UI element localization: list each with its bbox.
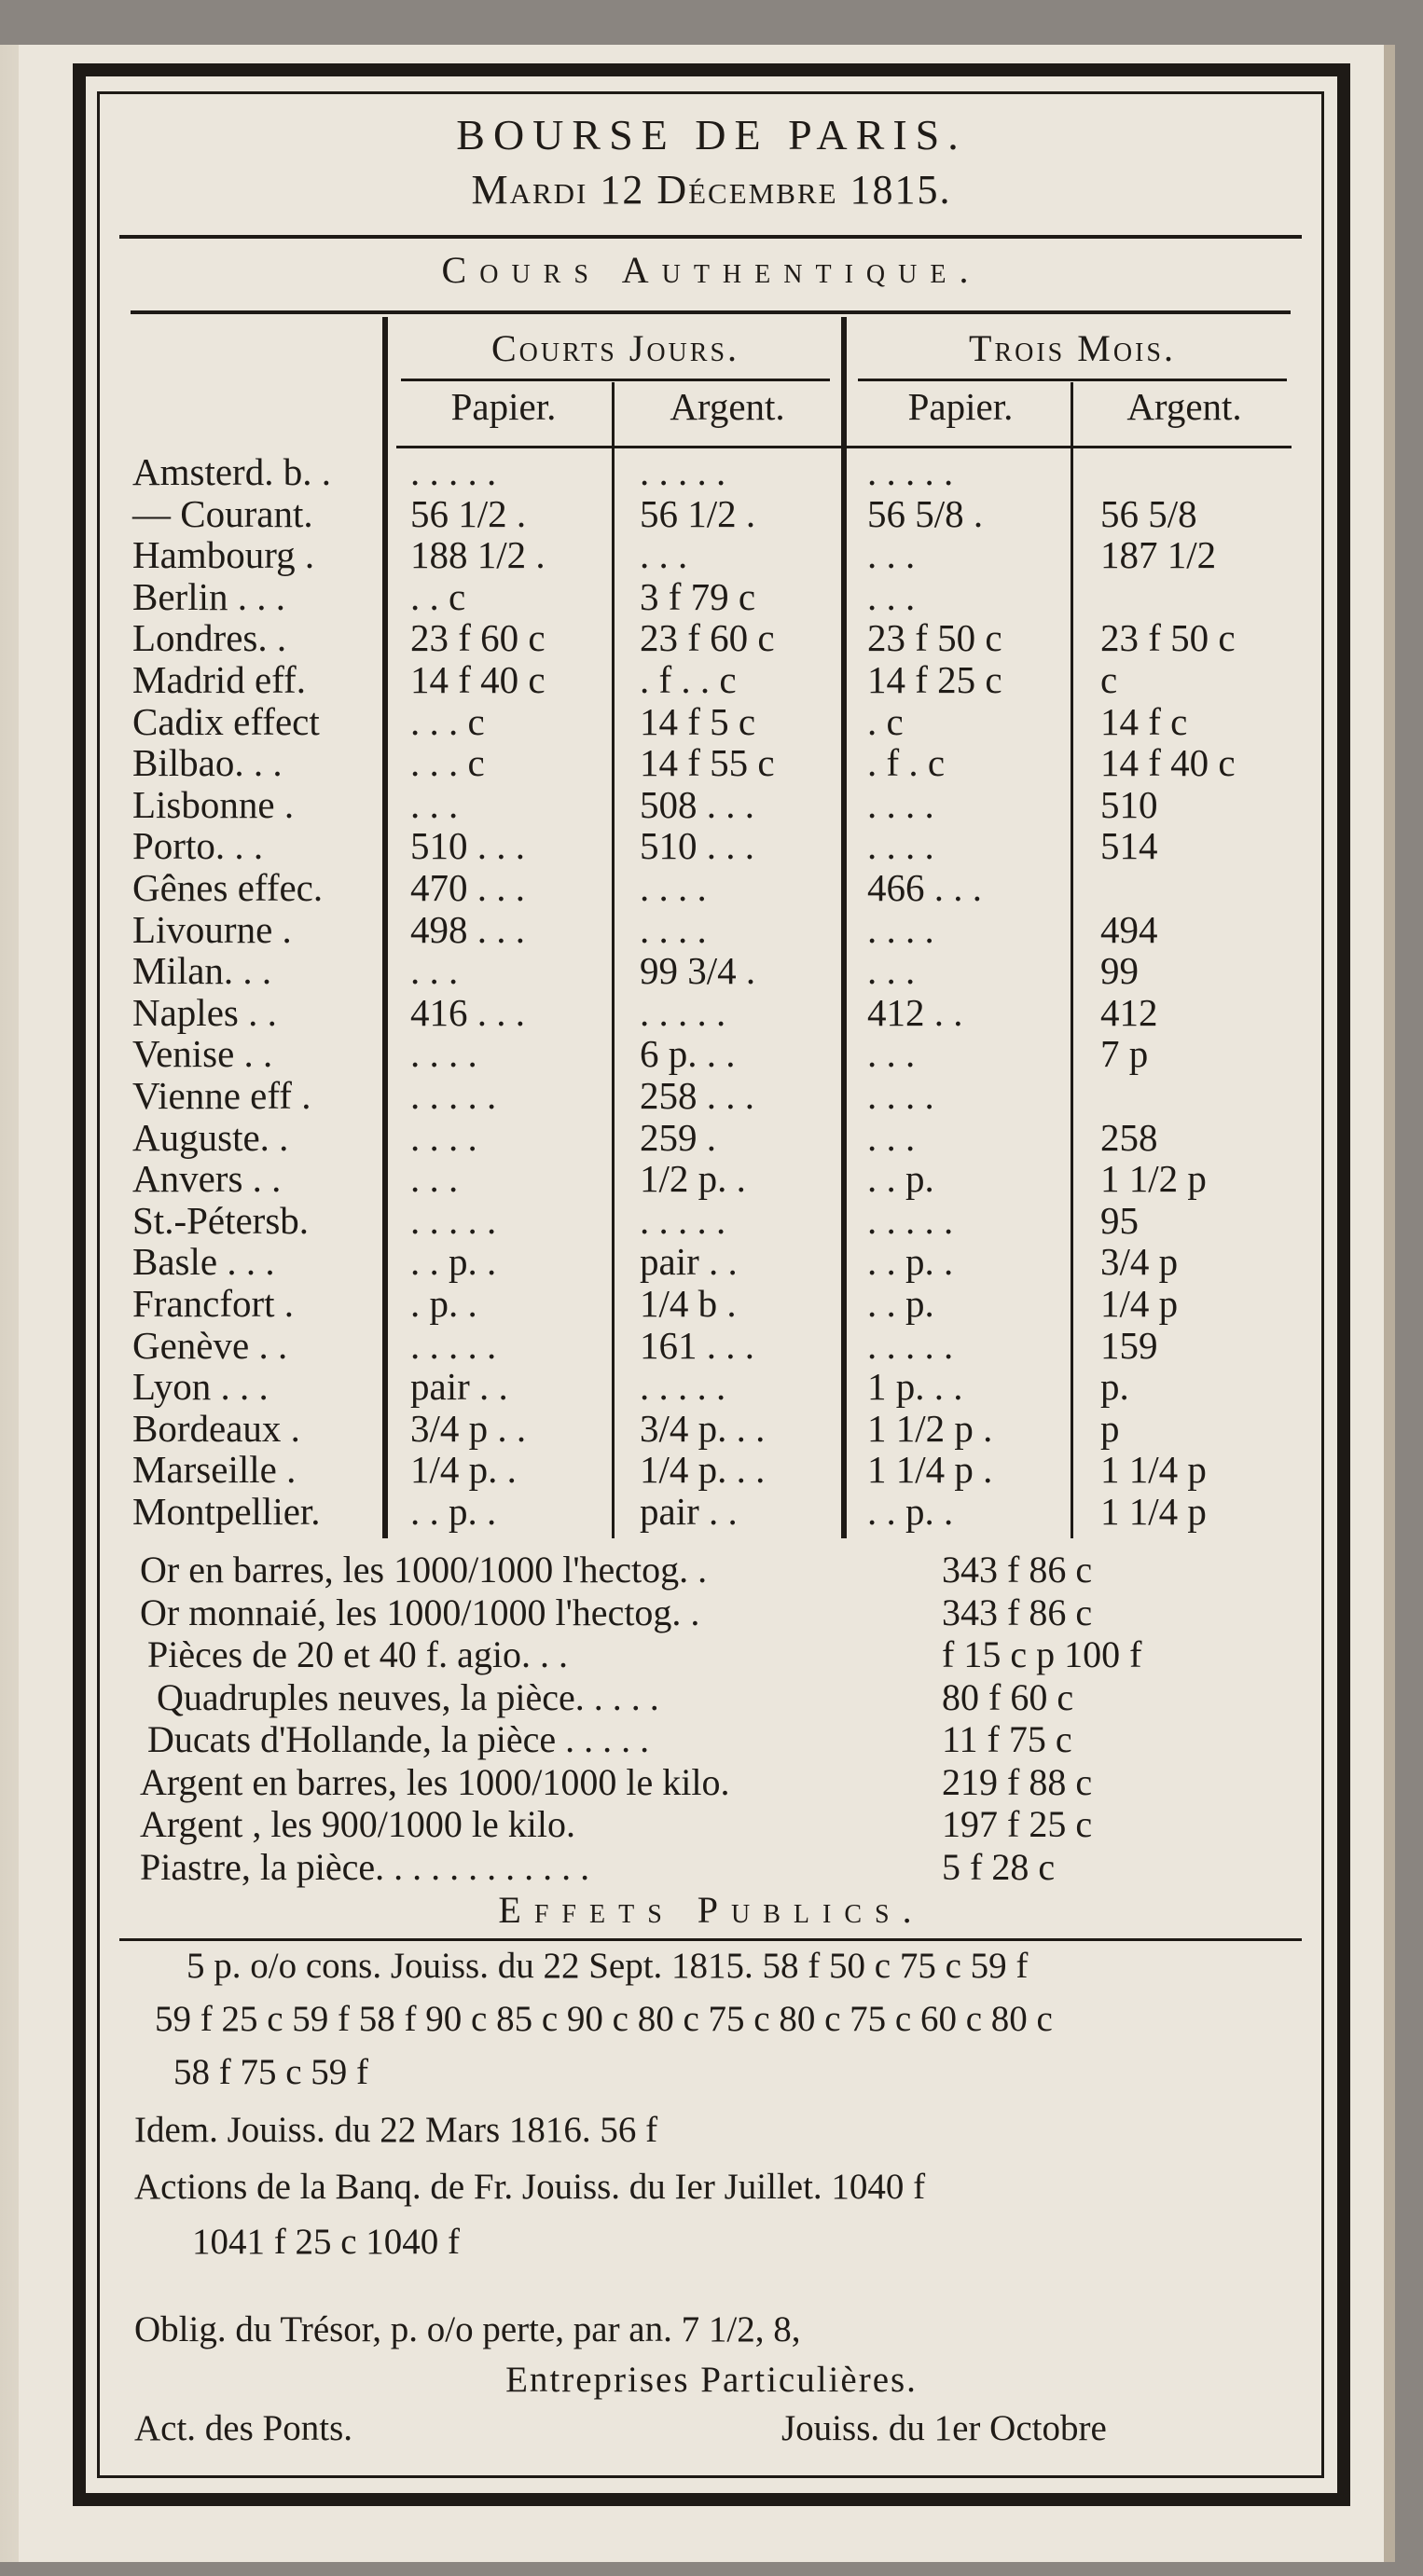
- row-cell: 7 p: [1100, 1032, 1149, 1075]
- row-cell: . . . .: [867, 824, 934, 867]
- row-cell: 14 f 55 c: [640, 741, 775, 784]
- row-cell: . . p. .: [867, 1490, 954, 1533]
- row-city: Basle . . .: [132, 1240, 275, 1283]
- metal-value: 80 f 60 c: [942, 1676, 1074, 1718]
- row-cell: . . . . .: [410, 1074, 497, 1117]
- row-cell: . . . . .: [640, 450, 726, 493]
- row-cell: 99 3/4 .: [640, 949, 756, 992]
- row-cell: 258 . . .: [640, 1074, 754, 1117]
- group-rule-right: [858, 379, 1287, 381]
- row-cell: 14 f 40 c: [1100, 741, 1236, 784]
- row-cell: 23 f 60 c: [410, 616, 546, 659]
- row-cell: 1/4 p: [1100, 1282, 1179, 1325]
- row-cell: 1/4 p. .: [410, 1448, 517, 1491]
- row-city: Bilbao. . .: [132, 741, 283, 784]
- metal-value: 5 f 28 c: [942, 1846, 1056, 1888]
- row-cell: 466 . . .: [867, 866, 982, 909]
- row-cell: 95: [1100, 1199, 1139, 1242]
- metal-label: Piastre, la pièce. . . . . . . . . . . .: [140, 1846, 590, 1888]
- row-cell: 1/2 p. .: [640, 1157, 746, 1200]
- row-cell: . . . c: [410, 700, 485, 743]
- section-rule: [131, 310, 1291, 314]
- group-courts-jours: Courts Jours.: [490, 327, 740, 369]
- row-cell: . . .: [410, 1157, 459, 1200]
- row-city: Montpellier.: [132, 1490, 321, 1533]
- row-cell: 1 1/4 p .: [867, 1448, 993, 1491]
- row-cell: 56 5/8 .: [867, 492, 984, 535]
- section-title: Cours Authentique.: [441, 249, 982, 291]
- row-cell: 470 . . .: [410, 866, 525, 909]
- metal-value: 343 f 86 c: [942, 1549, 1093, 1591]
- row-cell: 56 1/2 .: [640, 492, 756, 535]
- row-cell: pair . .: [410, 1365, 508, 1408]
- metal-value: 219 f 88 c: [942, 1761, 1093, 1803]
- row-cell: . . .: [867, 949, 916, 992]
- row-cell: . . p. .: [867, 1240, 954, 1283]
- row-cell: . . . .: [867, 783, 934, 826]
- metal-label: Ducats d'Hollande, la pièce . . . . .: [147, 1718, 650, 1760]
- row-city: Francfort .: [132, 1282, 295, 1325]
- row-cell: 14 f c: [1100, 700, 1188, 743]
- group-rule-left: [401, 379, 830, 381]
- row-cell: 159: [1100, 1324, 1158, 1367]
- row-cell: 14 f 5 c: [640, 700, 756, 743]
- row-cell: 187 1/2: [1100, 533, 1217, 576]
- metal-label: Quadruples neuves, la pièce. . . . .: [157, 1676, 659, 1718]
- row-cell: 99: [1100, 949, 1139, 992]
- metal-label: Argent , les 900/1000 le kilo.: [140, 1803, 575, 1845]
- row-city: St.-Pétersb.: [132, 1199, 310, 1242]
- row-cell: . . p.: [867, 1157, 934, 1200]
- row-cell: 188 1/2 .: [410, 533, 546, 576]
- row-cell: 494: [1100, 908, 1158, 951]
- metal-value: 343 f 86 c: [942, 1591, 1093, 1633]
- row-city: Lisbonne .: [132, 783, 295, 826]
- row-cell: . . . . .: [867, 1324, 954, 1367]
- metal-label: Or en barres, les 1000/1000 l'hectog. .: [140, 1549, 708, 1591]
- metal-label: Or monnaié, les 1000/1000 l'hectog. .: [140, 1591, 700, 1633]
- effets-rule: [119, 1938, 1302, 1941]
- row-cell: 1 1/2 p: [1100, 1157, 1207, 1200]
- row-cell: . . . .: [410, 1032, 477, 1075]
- metal-label: Pièces de 20 et 40 f. agio. . .: [147, 1633, 568, 1675]
- row-cell: 1 1/4 p: [1100, 1490, 1207, 1533]
- column-header-argent-2: Argent.: [1126, 385, 1242, 428]
- row-cell: 1/4 b .: [640, 1282, 737, 1325]
- row-city: Berlin . . .: [132, 575, 285, 618]
- row-cell: 14 f 25 c: [867, 658, 1002, 701]
- column-header-argent-1: Argent.: [670, 385, 785, 428]
- row-city: Milan. . .: [132, 949, 272, 992]
- column-rule-2: [612, 382, 615, 1538]
- row-city: Auguste. .: [132, 1116, 289, 1159]
- row-city: Livourne .: [132, 908, 292, 951]
- row-city: Vienne eff .: [132, 1074, 311, 1117]
- row-cell: 510: [1100, 783, 1158, 826]
- row-cell: 1 1/4 p: [1100, 1448, 1207, 1491]
- row-cell: 1 p. . .: [867, 1365, 963, 1408]
- row-cell: . . .: [867, 575, 916, 618]
- row-cell: 498 . . .: [410, 908, 525, 951]
- row-cell: . . . .: [867, 1074, 934, 1117]
- row-cell: c: [1100, 658, 1118, 701]
- row-cell: . . . . .: [640, 1365, 726, 1408]
- column-header-papier-1: Papier.: [450, 385, 557, 428]
- row-city: Lyon . . .: [132, 1365, 269, 1408]
- row-city: Porto. . .: [132, 824, 264, 867]
- footer-left: Act. des Ponts.: [134, 2408, 352, 2448]
- row-cell: 416 . . .: [410, 991, 525, 1034]
- row-cell: 508 . . .: [640, 783, 754, 826]
- row-cell: 1/4 p. . .: [640, 1448, 766, 1491]
- row-cell: . . . c: [410, 741, 485, 784]
- row-city: Londres. .: [132, 616, 287, 659]
- row-city: Anvers . .: [132, 1157, 282, 1200]
- row-cell: 23 f 50 c: [1100, 616, 1236, 659]
- row-cell: . . . . .: [410, 1199, 497, 1242]
- row-cell: . . p. .: [410, 1490, 497, 1533]
- metal-value: f 15 c p 100 f: [942, 1633, 1142, 1675]
- document-title: BOURSE DE PARIS.: [456, 111, 967, 158]
- row-city: Marseille .: [132, 1448, 297, 1491]
- row-city: — Courant.: [132, 492, 313, 535]
- row-cell: 56 1/2 .: [410, 492, 527, 535]
- effets-line-3: 58 f 75 c 59 f: [173, 2052, 369, 2092]
- effets-line-1: 5 p. o/o cons. Jouiss. du 22 Sept. 1815. 58 f 50 c 75 c 59 f: [187, 1946, 1029, 1986]
- row-cell: . . .: [867, 533, 916, 576]
- row-cell: . . . . .: [640, 1199, 726, 1242]
- row-cell: p.: [1100, 1365, 1129, 1408]
- row-cell: . . . . .: [867, 1199, 954, 1242]
- row-cell: 6 p. . .: [640, 1032, 736, 1075]
- row-cell: 23 f 60 c: [640, 616, 775, 659]
- row-cell: . . .: [867, 1032, 916, 1075]
- row-cell: 259 .: [640, 1116, 716, 1159]
- row-cell: 161 . . .: [640, 1324, 754, 1367]
- footer-right: Jouiss. du 1er Octobre: [781, 2408, 1107, 2448]
- row-cell: . . .: [867, 1116, 916, 1159]
- row-city: Hambourg .: [132, 533, 315, 576]
- row-city: Genève . .: [132, 1324, 288, 1367]
- row-cell: p: [1100, 1407, 1120, 1450]
- effets-title: Effets Publics.: [498, 1889, 925, 1931]
- effets-line-6: 1041 f 25 c 1040 f: [192, 2222, 461, 2262]
- row-cell: . p. .: [410, 1282, 477, 1325]
- row-cell: . . . . .: [410, 1324, 497, 1367]
- row-city: Cadix effect: [132, 700, 320, 743]
- row-cell: . . p. .: [410, 1240, 497, 1283]
- row-cell: 3/4 p. . .: [640, 1407, 766, 1450]
- column-rule-1: [382, 317, 388, 1538]
- row-cell: . . . .: [640, 908, 707, 951]
- row-cell: 510 . . .: [640, 824, 754, 867]
- row-cell: pair . .: [640, 1240, 738, 1283]
- row-cell: 23 f 50 c: [867, 616, 1002, 659]
- row-cell: . . .: [410, 949, 459, 992]
- row-cell: . . . . .: [410, 450, 497, 493]
- row-city: Gênes effec.: [132, 866, 324, 909]
- metal-value: 11 f 75 c: [942, 1718, 1072, 1760]
- row-cell: . . . .: [410, 1116, 477, 1159]
- header-rule: [119, 235, 1302, 239]
- row-cell: 412: [1100, 991, 1158, 1034]
- row-cell: 1 1/2 p .: [867, 1407, 993, 1450]
- row-cell: . . c: [410, 575, 466, 618]
- column-rule-3: [841, 317, 847, 1538]
- row-cell: 514: [1100, 824, 1158, 867]
- row-cell: 14 f 40 c: [410, 658, 546, 701]
- row-cell: . . . .: [640, 866, 707, 909]
- effets-line-2: 59 f 25 c 59 f 58 f 90 c 85 c 90 c 80 c 75 c 80 c 75 c 60 c 80 c: [155, 1999, 1053, 2039]
- row-cell: . c: [867, 700, 904, 743]
- row-cell: 3/4 p: [1100, 1240, 1179, 1283]
- row-cell: 258: [1100, 1116, 1158, 1159]
- metal-value: 197 f 25 c: [942, 1803, 1093, 1845]
- row-city: Bordeaux .: [132, 1407, 300, 1450]
- row-cell: . f . . c: [640, 658, 737, 701]
- column-header-papier-2: Papier.: [907, 385, 1014, 428]
- row-city: Venise . .: [132, 1032, 273, 1075]
- column-rule-4: [1071, 382, 1073, 1538]
- row-cell: 3/4 p . .: [410, 1407, 527, 1450]
- row-city: Naples . .: [132, 991, 277, 1034]
- effets-line-7: Oblig. du Trésor, p. o/o perte, par an. 7 1/2, 8,: [134, 2309, 801, 2349]
- document-date: Mardi 12 Décembre 1815.: [471, 167, 952, 213]
- row-cell: . . . . .: [867, 450, 954, 493]
- row-cell: pair . .: [640, 1490, 738, 1533]
- effets-line-5: Actions de la Banq. de Fr. Jouiss. du Ier Juillet. 1040 f: [134, 2167, 926, 2207]
- effets-line-4: Idem. Jouiss. du 22 Mars 1816. 56 f: [134, 2110, 658, 2150]
- row-cell: . . .: [410, 783, 459, 826]
- row-cell: . . .: [640, 533, 688, 576]
- row-cell: 56 5/8: [1100, 492, 1197, 535]
- row-cell: 412 . .: [867, 991, 963, 1034]
- entreprises-title: Entreprises Particulières.: [505, 2360, 918, 2400]
- row-cell: . . . . .: [640, 991, 726, 1034]
- row-city: Amsterd. b. .: [132, 450, 331, 493]
- group-trois-mois: Trois Mois.: [969, 327, 1176, 369]
- row-cell: 510 . . .: [410, 824, 525, 867]
- metal-label: Argent en barres, les 1000/1000 le kilo.: [140, 1761, 730, 1803]
- row-city: Madrid eff.: [132, 658, 306, 701]
- row-cell: . f . c: [867, 741, 946, 784]
- row-cell: . . p.: [867, 1282, 934, 1325]
- row-cell: 3 f 79 c: [640, 575, 756, 618]
- row-cell: . . . .: [867, 908, 934, 951]
